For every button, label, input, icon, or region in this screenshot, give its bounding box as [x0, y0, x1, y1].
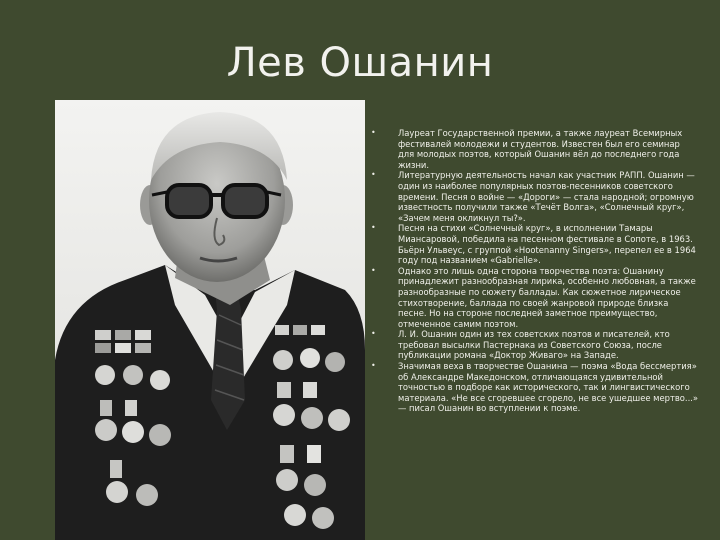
bullet-text: Песня на стихи «Солнечный круг», в исполнении Тамары Миансаровой, победила на песенном фестивале в Сопоте, в 1963. Бьёрн Ульвеус, с группой «Hootenanny Singers», перепел ее в 1964 году под названием «Gabrielle».: [398, 223, 696, 266]
list-item: [368, 361, 698, 414]
bullet-text: Значимая веха в творчестве Ошанина — поэма «Вода бессмертия» об Александре Македонском, отличающаяся удивительной точностью в подборе как исторического, так и лингвистического материала. «Не все сгоревшее сгорело, не все ушедшее мертво...» — писал Ошанин во вступлении к поэме.: [398, 361, 699, 414]
list-item: [368, 223, 698, 265]
bullet-text: Литературную деятельность начал как участник РАПП. Ошанин — один из наиболее популярных поэтов-песенников советского времени. Песня о войне — «Дороги» — стала народной; огромную известность получили также «Течёт Волга», «Солнечный круг», «Зачем меня окликнул ты?».: [398, 170, 695, 223]
portrait-illustration: [55, 100, 365, 540]
bullet-icon: •: [371, 329, 376, 339]
bullet-text: Лауреат Государственной премии, а также лауреат Всемирных фестивалей молодежи и студентов. Известен был его семинар для молодых поэтов, который Ошанин вёл до последнего года жизни.: [398, 128, 683, 170]
bullet-text: Однако это лишь одна сторона творчества поэта: Ошанину принадлежит разнообразная лирика, особенно любовная, а также разнообразные по сюжету баллады. Как сюжетное лирическое стихотворение, баллада по своей жанровой природе близка песне. Но на стороне последней заметное преимущество, отмеченное самим поэтом.: [398, 265, 696, 329]
slide-title: Лев Ошанин: [226, 40, 494, 86]
bullet-icon: •: [371, 361, 376, 371]
list-item: [368, 170, 698, 223]
bullet-icon: •: [371, 170, 376, 180]
bullet-icon: •: [371, 128, 376, 137]
list-item: [368, 266, 698, 330]
bullet-text: Л. И. Ошанин один из тех советских поэтов и писателей, кто требовал высылки Пастернака из Советского Союза, после публикации романа «Доктор Живаго» на Западе.: [398, 329, 670, 361]
bullet-icon: •: [371, 223, 376, 233]
portrait-photo: [55, 100, 365, 540]
bullet-list: [368, 128, 698, 414]
list-item: [368, 128, 698, 170]
bullet-icon: •: [371, 265, 376, 275]
list-item: [368, 329, 698, 361]
